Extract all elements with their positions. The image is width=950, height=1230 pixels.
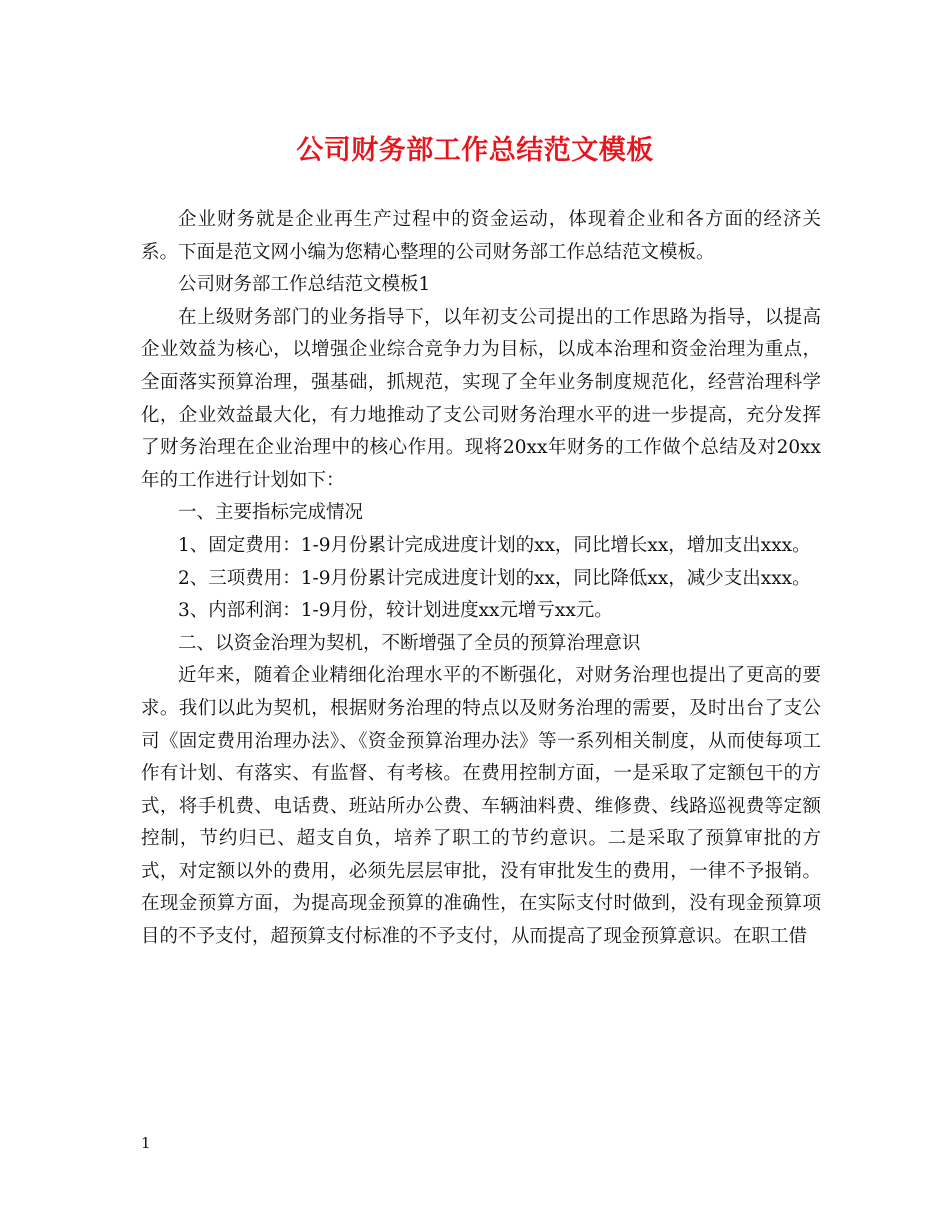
- section-heading-template-1: 公司财务部工作总结范文模板1: [178, 274, 431, 296]
- intro-paragraph: 企业财务就是企业再生产过程中的资金运动，体现着企业和各方面的经济关系。下面是范文网小编为您精心整理的公司财务部工作总结范文模板。: [141, 209, 821, 263]
- section-heading-main-indicators: 一、主要指标完成情况: [178, 502, 364, 524]
- page-number: 1: [141, 1134, 151, 1152]
- list-item-internal-profit: 3、内部利润：1-9月份，较计划进度xx元增亏xx元。: [178, 600, 613, 622]
- document-body: [141, 204, 821, 954]
- list-item-three-costs: 2、三项费用：1-9月份累计完成进度计划的xx，同比降低xx，减少支出xxx。: [178, 567, 811, 589]
- body-paragraph: 在上级财务部门的业务指导下，以年初支公司提出的工作思路为指导，以提高企业效益为核心，以增强企业综合竞争力为目标，以成本治理和资金治理为重点，全面落实预算治理，强基础，抓规范，实现了全年业务制度规范化，经营治理科学化，企业效益最大化，有力地推动了支公司财务治理水平的进一步提高，充分发挥了财务治理在企业治理中的核心作用。现将20xx年财务的工作做个总结及对20xx年的工作进行计划如下：: [141, 306, 821, 491]
- body-paragraph: 近年来，随着企业精细化治理水平的不断强化，对财务治理也提出了更高的要求。我们以此为契机，根据财务治理的特点以及财务治理的需要，及时出台了支公司《固定费用治理办法》、《资金预算治理办法》等一系列相关制度，从而使每项工作有计划、有落实、有监督、有考核。在费用控制方面，一是采取了定额包干的方式，将手机费、电话费、班站所办公费、车辆油料费、维修费、线路巡视费等定额控制，节约归已、超支自负，培养了职工的节约意识。二是采取了预算审批的方式，对定额以外的费用，必须先层层审批，没有审批发生的费用，一律不予报销。在现金预算方面，为提高现金预算的准确性，在实际支付时做到，没有现金预算项目的不予支付，超预算支付标准的不予支付，从而提高了现金预算意识。在职工借: [141, 665, 821, 948]
- page-title: 公司财务部工作总结范文模板: [296, 135, 654, 166]
- section-heading-fund-management: 二、以资金治理为契机，不断增强了全员的预算治理意识: [178, 632, 641, 654]
- list-item-fixed-costs: 1、固定费用：1-9月份累计完成进度计划的xx，同比增长xx，增加支出xxx。: [178, 534, 811, 556]
